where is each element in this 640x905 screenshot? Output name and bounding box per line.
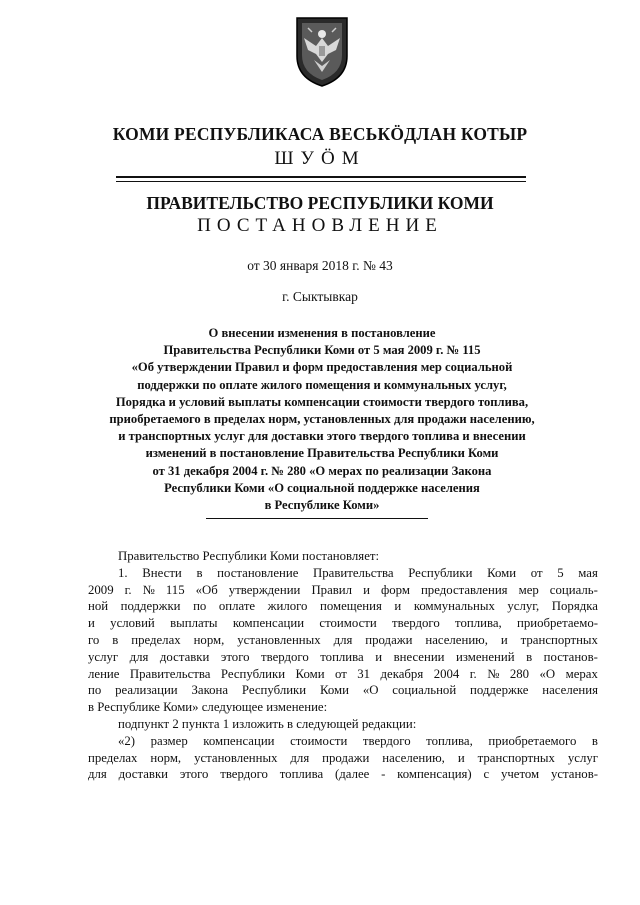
body-line: ление Правительства Республики Коми от 31 декабря 2004 г. № 280 «О мерах [88,666,598,681]
body-line: пределах норм, установленных для продажи населению, и транспортных услуг [88,750,598,765]
document-type: ПОСТАНОВЛЕНИЕ [197,215,443,236]
title-line: изменений в постановление Правительства Республики Коми [145,446,499,461]
title-line: в Республике Коми» [264,498,380,513]
title-line: от 31 декабря 2004 г. № 280 «О мерах по реализации Закона [152,463,492,478]
body-line: 1. Внести в постановление Правительства Республики Коми от 5 мая [118,565,598,580]
title-line: Порядка и условий выплаты компенсации стоимости твердого топлива, [115,394,529,409]
body-line: услуг для доставки этого твердого топлива и внесении изменений в постанов- [88,649,598,664]
body-line: Правительство Республики Коми постановляет: [118,549,380,563]
document-date-number: от 30 января 2018 г. № 43 [247,258,393,273]
title-line: «Об утверждении Правил и форм предоставления мер социальной [131,360,513,375]
resolution-title [92,325,552,514]
body-line: 2009 г. № 115 «Об утверждении Правил и форм предоставления мер социаль- [88,582,598,597]
header-divider-thin [116,181,526,182]
title-line: приобретаемого в пределах норм, установленных для продажи населению, [109,412,535,427]
body-line: в Республике Коми» следующее изменение: [88,700,328,715]
body-line: по реализации Закона Республики Коми «О социальной поддержке населения [88,683,598,698]
body-line: для доставки этого твердого топлива (далее - компенсация) с учетом установ- [88,767,598,782]
body-line: подпункт 2 пункта 1 изложить в следующей редакции: [118,716,417,731]
title-line: поддержки по оплате жилого помещения и коммунальных услуг, [137,377,507,392]
title-line: Правительства Республики Коми от 5 мая 2009 г. № 115 [163,343,481,358]
title-line: Республики Коми «О социальной поддержке населения [164,480,480,495]
komi-document-type: ШУӦМ [274,148,366,169]
government-title: ПРАВИТЕЛЬСТВО РЕСПУБЛИКИ КОМИ [146,193,494,213]
resolution-body [88,548,598,783]
komi-government-title: КОМИ РЕСПУБЛИКАСА ВЕСЬКӦДЛАН КОТЫР [112,124,528,144]
komi-coat-of-arms-icon [294,16,350,88]
document-city: г. Сыктывкар [282,289,358,304]
title-line: и транспортных услуг для доставки этого твердого топлива и внесении [118,429,526,444]
title-line: О внесении изменения в постановление [208,326,436,340]
header-divider-thick [116,176,526,178]
body-line: ной поддержки по оплате жилого помещения и коммунальных услуг, Порядка [88,599,598,614]
body-line: го в пределах норм, установленных для продажи населению, и транспортных [88,632,598,647]
body-line: и условий выплаты компенсации стоимости твердого топлива, приобретаемо- [88,616,598,631]
body-line: «2) размер компенсации стоимости твердого топлива, приобретаемого в [118,733,598,748]
title-underline [206,518,428,519]
